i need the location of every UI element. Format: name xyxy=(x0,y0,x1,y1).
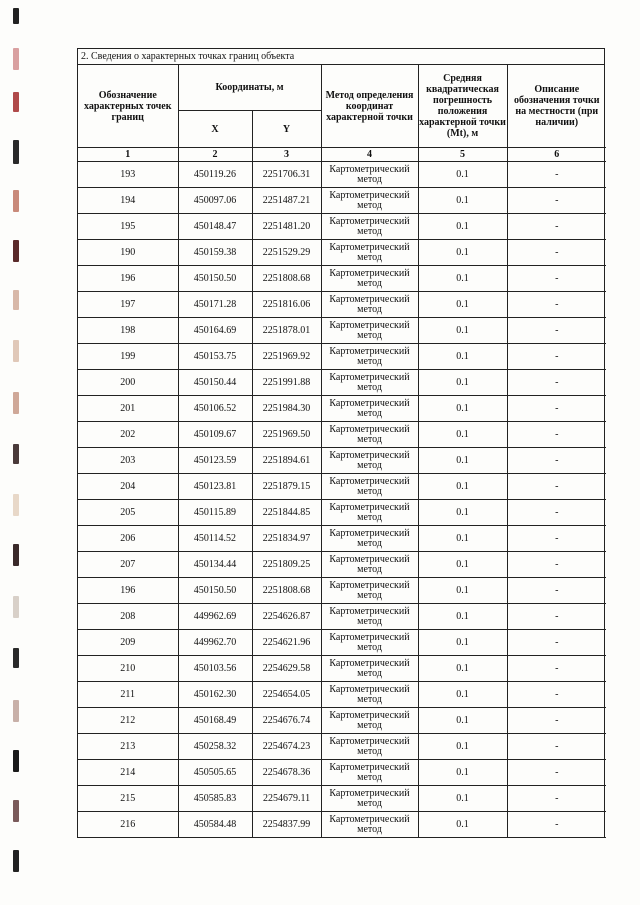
description-cell: - xyxy=(507,552,606,578)
y-coordinate-cell: 2254837.99 xyxy=(252,812,321,838)
table-row xyxy=(78,682,606,708)
method-cell xyxy=(321,812,418,838)
point-id-cell: 210 xyxy=(78,656,178,682)
x-coordinate-cell: 450164.69 xyxy=(178,318,252,344)
point-id-cell: 199 xyxy=(78,344,178,370)
header-point: Обозначение характерных точек границ xyxy=(78,65,178,148)
y-coordinate-cell: 2254678.36 xyxy=(252,760,321,786)
y-coordinate-cell: 2251894.61 xyxy=(252,448,321,474)
table-row xyxy=(78,708,606,734)
x-coordinate-cell: 450150.50 xyxy=(178,578,252,604)
method-line: Картометрический xyxy=(329,215,410,227)
point-id-cell: 203 xyxy=(78,448,178,474)
description-cell: - xyxy=(507,240,606,266)
header-method: Метод определения координат характерной точки xyxy=(321,65,418,148)
y-coordinate-cell: 2251984.30 xyxy=(252,396,321,422)
error-cell: 0.1 xyxy=(418,214,507,240)
x-coordinate-cell: 450097.06 xyxy=(178,188,252,214)
method-cell xyxy=(321,526,418,552)
method-line: Картометрический xyxy=(329,683,410,695)
table-row xyxy=(78,786,606,812)
method-cell xyxy=(321,240,418,266)
error-cell: 0.1 xyxy=(418,760,507,786)
point-id-cell: 215 xyxy=(78,786,178,812)
table-row xyxy=(78,214,606,240)
method-cell xyxy=(321,474,418,500)
error-cell: 0.1 xyxy=(418,786,507,812)
table-row xyxy=(78,344,606,370)
description-cell: - xyxy=(507,760,606,786)
error-cell: 0.1 xyxy=(418,578,507,604)
x-coordinate-cell: 450114.52 xyxy=(178,526,252,552)
error-cell: 0.1 xyxy=(418,318,507,344)
method-line: Картометрический xyxy=(329,163,410,175)
method-cell xyxy=(321,630,418,656)
x-coordinate-cell: 450109.67 xyxy=(178,422,252,448)
description-cell: - xyxy=(507,708,606,734)
y-coordinate-cell: 2251834.97 xyxy=(252,526,321,552)
method-line: Картометрический xyxy=(329,501,410,513)
method-line: метод xyxy=(357,589,382,601)
x-coordinate-cell: 450584.48 xyxy=(178,812,252,838)
y-coordinate-cell: 2251844.85 xyxy=(252,500,321,526)
header-x: X xyxy=(178,111,252,148)
y-coordinate-cell: 2251969.92 xyxy=(252,344,321,370)
y-coordinate-cell: 2254621.96 xyxy=(252,630,321,656)
error-cell: 0.1 xyxy=(418,708,507,734)
column-number: 1 xyxy=(78,148,178,162)
x-coordinate-cell: 449962.69 xyxy=(178,604,252,630)
table-row xyxy=(78,448,606,474)
table-row xyxy=(78,526,606,552)
description-cell: - xyxy=(507,292,606,318)
description-cell: - xyxy=(507,162,606,188)
point-id-cell: 194 xyxy=(78,188,178,214)
description-cell: - xyxy=(507,318,606,344)
description-cell: - xyxy=(507,682,606,708)
method-line: метод xyxy=(357,173,382,185)
table-row xyxy=(78,292,606,318)
y-coordinate-cell: 2251487.21 xyxy=(252,188,321,214)
y-coordinate-cell: 2251809.25 xyxy=(252,552,321,578)
point-id-cell: 211 xyxy=(78,682,178,708)
error-cell: 0.1 xyxy=(418,396,507,422)
x-coordinate-cell: 450171.28 xyxy=(178,292,252,318)
method-line: Картометрический xyxy=(329,423,410,435)
description-cell: - xyxy=(507,370,606,396)
y-coordinate-cell: 2254629.58 xyxy=(252,656,321,682)
method-line: Картометрический xyxy=(329,709,410,721)
error-cell: 0.1 xyxy=(418,188,507,214)
table-row xyxy=(78,266,606,292)
error-cell: 0.1 xyxy=(418,448,507,474)
method-line: метод xyxy=(357,251,382,263)
x-coordinate-cell: 450150.44 xyxy=(178,370,252,396)
error-cell: 0.1 xyxy=(418,500,507,526)
method-line: Картометрический xyxy=(329,813,410,825)
method-line: Картометрический xyxy=(329,267,410,279)
method-cell xyxy=(321,682,418,708)
method-cell xyxy=(321,604,418,630)
method-line: метод xyxy=(357,719,382,731)
description-cell: - xyxy=(507,656,606,682)
y-coordinate-cell: 2254626.87 xyxy=(252,604,321,630)
method-line: Картометрический xyxy=(329,579,410,591)
point-id-cell: 198 xyxy=(78,318,178,344)
point-id-cell: 196 xyxy=(78,266,178,292)
point-id-cell: 212 xyxy=(78,708,178,734)
table-row xyxy=(78,188,606,214)
x-coordinate-cell: 450134.44 xyxy=(178,552,252,578)
x-coordinate-cell: 450123.59 xyxy=(178,448,252,474)
x-coordinate-cell: 450258.32 xyxy=(178,734,252,760)
error-cell: 0.1 xyxy=(418,552,507,578)
method-line: метод xyxy=(357,771,382,783)
y-coordinate-cell: 2251879.15 xyxy=(252,474,321,500)
table-row xyxy=(78,240,606,266)
error-cell: 0.1 xyxy=(418,734,507,760)
description-cell: - xyxy=(507,812,606,838)
method-line: Картометрический xyxy=(329,449,410,461)
table-row xyxy=(78,552,606,578)
point-id-cell: 197 xyxy=(78,292,178,318)
method-line: метод xyxy=(357,225,382,237)
method-cell xyxy=(321,422,418,448)
point-id-cell: 206 xyxy=(78,526,178,552)
method-line: Картометрический xyxy=(329,345,410,357)
method-line: Картометрический xyxy=(329,657,410,669)
point-id-cell: 209 xyxy=(78,630,178,656)
error-cell: 0.1 xyxy=(418,292,507,318)
point-id-cell: 216 xyxy=(78,812,178,838)
x-coordinate-cell: 450106.52 xyxy=(178,396,252,422)
error-cell: 0.1 xyxy=(418,344,507,370)
method-line: метод xyxy=(357,407,382,419)
table-row xyxy=(78,500,606,526)
boundary-points-table xyxy=(78,65,606,838)
error-cell: 0.1 xyxy=(418,604,507,630)
section-title: 2. Сведения о характерных точках границ объекта xyxy=(78,49,604,65)
description-cell: - xyxy=(507,422,606,448)
error-cell: 0.1 xyxy=(418,266,507,292)
error-cell: 0.1 xyxy=(418,630,507,656)
point-id-cell: 190 xyxy=(78,240,178,266)
table-row xyxy=(78,370,606,396)
point-id-cell: 204 xyxy=(78,474,178,500)
x-coordinate-cell: 450168.49 xyxy=(178,708,252,734)
method-cell xyxy=(321,318,418,344)
error-cell: 0.1 xyxy=(418,812,507,838)
x-coordinate-cell: 450148.47 xyxy=(178,214,252,240)
method-cell xyxy=(321,552,418,578)
point-id-cell: 202 xyxy=(78,422,178,448)
y-coordinate-cell: 2251706.31 xyxy=(252,162,321,188)
y-coordinate-cell: 2251816.06 xyxy=(252,292,321,318)
x-coordinate-cell: 450505.65 xyxy=(178,760,252,786)
method-cell xyxy=(321,500,418,526)
method-cell xyxy=(321,578,418,604)
method-line: метод xyxy=(357,303,382,315)
point-id-cell: 195 xyxy=(78,214,178,240)
method-line: метод xyxy=(357,459,382,471)
method-line: Картометрический xyxy=(329,631,410,643)
y-coordinate-cell: 2251969.50 xyxy=(252,422,321,448)
method-line: метод xyxy=(357,563,382,575)
method-line: метод xyxy=(357,381,382,393)
y-coordinate-cell: 2251481.20 xyxy=(252,214,321,240)
method-line: метод xyxy=(357,485,382,497)
method-line: метод xyxy=(357,277,382,289)
table-row xyxy=(78,162,606,188)
point-id-cell: 208 xyxy=(78,604,178,630)
method-cell xyxy=(321,786,418,812)
method-cell xyxy=(321,656,418,682)
y-coordinate-cell: 2251529.29 xyxy=(252,240,321,266)
table-row xyxy=(78,812,606,838)
point-id-cell: 214 xyxy=(78,760,178,786)
column-number: 2 xyxy=(178,148,252,162)
description-cell: - xyxy=(507,734,606,760)
x-coordinate-cell: 450103.56 xyxy=(178,656,252,682)
point-id-cell: 196 xyxy=(78,578,178,604)
method-line: метод xyxy=(357,797,382,809)
table-row xyxy=(78,734,606,760)
table-row xyxy=(78,760,606,786)
error-cell: 0.1 xyxy=(418,656,507,682)
method-line: Картометрический xyxy=(329,475,410,487)
y-coordinate-cell: 2251808.68 xyxy=(252,266,321,292)
x-coordinate-cell: 450123.81 xyxy=(178,474,252,500)
error-cell: 0.1 xyxy=(418,370,507,396)
method-cell xyxy=(321,396,418,422)
error-cell: 0.1 xyxy=(418,526,507,552)
method-cell xyxy=(321,162,418,188)
y-coordinate-cell: 2251808.68 xyxy=(252,578,321,604)
point-id-cell: 201 xyxy=(78,396,178,422)
method-cell xyxy=(321,448,418,474)
description-cell: - xyxy=(507,578,606,604)
binding-strip xyxy=(0,0,30,905)
method-line: Картометрический xyxy=(329,787,410,799)
method-cell xyxy=(321,214,418,240)
description-cell: - xyxy=(507,526,606,552)
description-cell: - xyxy=(507,188,606,214)
method-line: Картометрический xyxy=(329,735,410,747)
method-line: метод xyxy=(357,511,382,523)
point-id-cell: 205 xyxy=(78,500,178,526)
x-coordinate-cell: 450115.89 xyxy=(178,500,252,526)
table-row xyxy=(78,604,606,630)
method-line: Картометрический xyxy=(329,397,410,409)
description-cell: - xyxy=(507,604,606,630)
method-cell xyxy=(321,188,418,214)
header-coords: Координаты, м xyxy=(178,65,321,111)
column-number: 4 xyxy=(321,148,418,162)
description-cell: - xyxy=(507,786,606,812)
method-cell xyxy=(321,760,418,786)
method-line: Картометрический xyxy=(329,527,410,539)
x-coordinate-cell: 450119.26 xyxy=(178,162,252,188)
method-line: метод xyxy=(357,615,382,627)
y-coordinate-cell: 2254676.74 xyxy=(252,708,321,734)
method-line: метод xyxy=(357,693,382,705)
method-line: Картометрический xyxy=(329,605,410,617)
table-row xyxy=(78,630,606,656)
method-line: Картометрический xyxy=(329,319,410,331)
x-coordinate-cell: 450153.75 xyxy=(178,344,252,370)
table-body xyxy=(78,162,606,838)
header-y: Y xyxy=(252,111,321,148)
error-cell: 0.1 xyxy=(418,474,507,500)
header-error: Средняя квадратическая погрешность положения характерной точки (Mt), м xyxy=(418,65,507,148)
description-cell: - xyxy=(507,630,606,656)
x-coordinate-cell: 450162.30 xyxy=(178,682,252,708)
method-line: Картометрический xyxy=(329,553,410,565)
error-cell: 0.1 xyxy=(418,422,507,448)
y-coordinate-cell: 2251991.88 xyxy=(252,370,321,396)
description-cell: - xyxy=(507,500,606,526)
document-page xyxy=(77,48,605,838)
table-row xyxy=(78,474,606,500)
y-coordinate-cell: 2254654.05 xyxy=(252,682,321,708)
y-coordinate-cell: 2254679.11 xyxy=(252,786,321,812)
method-line: метод xyxy=(357,745,382,757)
method-line: метод xyxy=(357,641,382,653)
table-row xyxy=(78,318,606,344)
column-number: 3 xyxy=(252,148,321,162)
method-line: Картометрический xyxy=(329,241,410,253)
error-cell: 0.1 xyxy=(418,682,507,708)
error-cell: 0.1 xyxy=(418,162,507,188)
method-cell xyxy=(321,266,418,292)
method-line: Картометрический xyxy=(329,761,410,773)
method-cell xyxy=(321,370,418,396)
error-cell: 0.1 xyxy=(418,240,507,266)
description-cell: - xyxy=(507,266,606,292)
point-id-cell: 200 xyxy=(78,370,178,396)
method-cell xyxy=(321,734,418,760)
table-row xyxy=(78,396,606,422)
point-id-cell: 213 xyxy=(78,734,178,760)
column-number: 5 xyxy=(418,148,507,162)
method-line: метод xyxy=(357,667,382,679)
x-coordinate-cell: 450159.38 xyxy=(178,240,252,266)
y-coordinate-cell: 2254674.23 xyxy=(252,734,321,760)
y-coordinate-cell: 2251878.01 xyxy=(252,318,321,344)
description-cell: - xyxy=(507,344,606,370)
method-line: метод xyxy=(357,355,382,367)
method-line: Картометрический xyxy=(329,189,410,201)
method-line: метод xyxy=(357,823,382,835)
point-id-cell: 193 xyxy=(78,162,178,188)
header-description: Описание обозначения точки на местности (при наличии) xyxy=(507,65,606,148)
method-line: Картометрический xyxy=(329,293,410,305)
description-cell: - xyxy=(507,448,606,474)
method-line: метод xyxy=(357,433,382,445)
column-number: 6 xyxy=(507,148,606,162)
method-cell xyxy=(321,344,418,370)
method-line: метод xyxy=(357,329,382,341)
table-row xyxy=(78,422,606,448)
x-coordinate-cell: 449962.70 xyxy=(178,630,252,656)
x-coordinate-cell: 450585.83 xyxy=(178,786,252,812)
description-cell: - xyxy=(507,474,606,500)
table-row xyxy=(78,656,606,682)
method-cell xyxy=(321,292,418,318)
point-id-cell: 207 xyxy=(78,552,178,578)
method-line: метод xyxy=(357,537,382,549)
method-cell xyxy=(321,708,418,734)
x-coordinate-cell: 450150.50 xyxy=(178,266,252,292)
description-cell: - xyxy=(507,396,606,422)
method-line: Картометрический xyxy=(329,371,410,383)
table-row xyxy=(78,578,606,604)
method-line: метод xyxy=(357,199,382,211)
description-cell: - xyxy=(507,214,606,240)
